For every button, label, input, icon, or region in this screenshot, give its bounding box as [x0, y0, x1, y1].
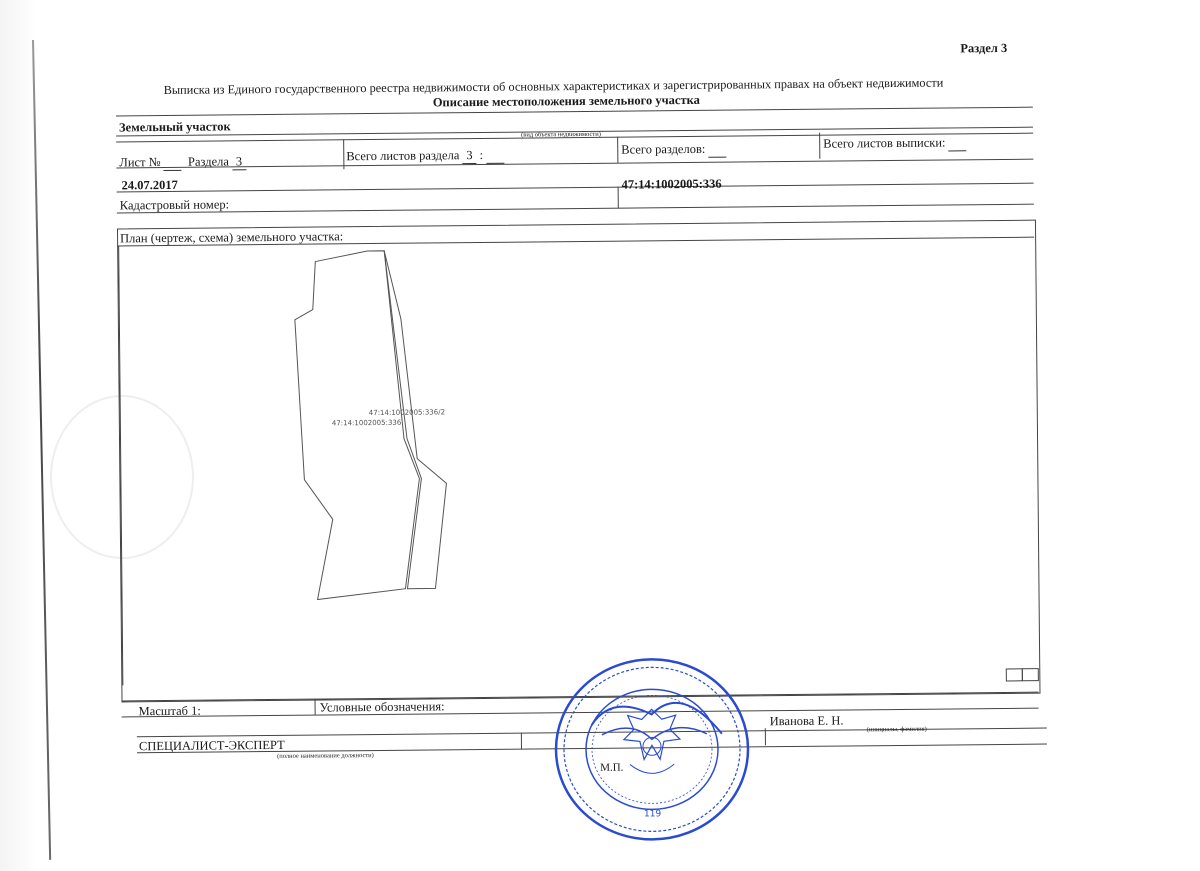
total-sheets-section-sep: :: [479, 147, 484, 162]
scale-label: Масштаб 1:: [138, 703, 201, 719]
parcel-label: 47:14:1002005:336: [331, 418, 402, 428]
subparcel-label: 47:14:1002005:336/2: [368, 408, 446, 418]
object-type: Земельный участок: [118, 119, 231, 135]
position-title: СПЕЦИАЛИСТ-ЭКСПЕРТ: [138, 737, 285, 754]
section-no-value: 3: [232, 154, 246, 170]
scan-shadow: [0, 0, 38, 871]
total-sheets-section-label: Всего листов раздела: [346, 148, 460, 164]
cell-divider: [765, 728, 766, 745]
legend-box: [1022, 669, 1038, 681]
plan-label: План (чертеж, схема) земельного участка:: [120, 229, 344, 246]
legend-box: [1006, 669, 1022, 681]
seal-mp-label: М.П.: [600, 761, 624, 774]
cadastral-number: 47:14:1002005:336: [621, 176, 722, 192]
official-seal: [551, 653, 753, 845]
cell-divider: [315, 699, 316, 715]
position-caption: (полное наименование должности): [277, 752, 374, 760]
legend-label: Условные обозначения:: [319, 699, 445, 715]
cadastral-label: Кадастровый номер:: [119, 197, 230, 213]
extract-date: 24.07.2017: [121, 177, 178, 193]
cell-divider: [521, 733, 522, 750]
total-sheets-extract-label: Всего листов выписки:: [823, 135, 946, 151]
seal-number: 119: [643, 809, 662, 820]
signer-caption: (инициалы, фамилия): [866, 725, 927, 734]
total-sheets-section-value: 3: [462, 148, 476, 164]
signer-name: Иванова Е. Н.: [769, 713, 844, 729]
section-label: Раздел 3: [960, 40, 1008, 56]
object-type-caption: (вид объекта недвижимости): [521, 130, 601, 139]
sheet-no-label: Лист №: [119, 155, 161, 170]
total-sections-label: Всего разделов:: [621, 141, 706, 157]
section-no-label: Раздела: [187, 154, 229, 169]
document-title: Выписка из Единого государственного реестра недвижимости об основных характеристиках и зарегистрированных правах на объект недвижимости: [163, 75, 944, 98]
document-subtitle: Описание местоположения земельного участка: [432, 92, 700, 110]
document-sheet: [60, 11, 1178, 852]
